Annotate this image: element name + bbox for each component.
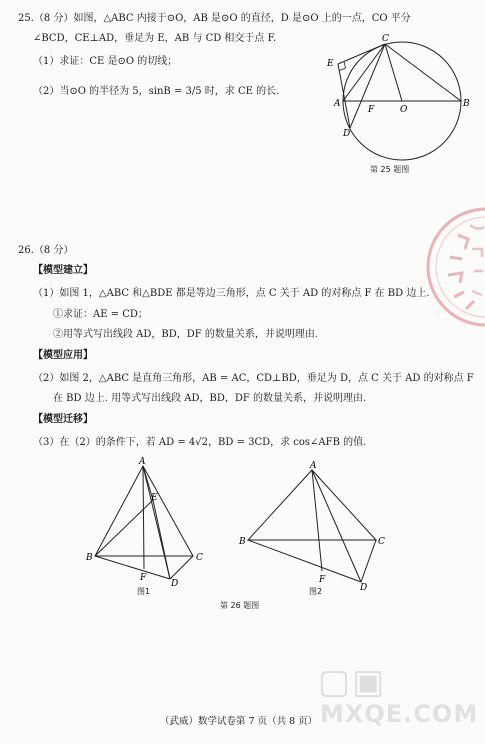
- q26-fig2-caption: 图2: [309, 587, 323, 596]
- q25-part2: （2）当⊙O 的半径为 5，sinB = 3/5 时，求 CE 的长.: [33, 86, 280, 97]
- fig1-label-A: A: [139, 457, 146, 467]
- fig2-label-D: D: [360, 583, 368, 593]
- q25-label-B: B: [463, 99, 470, 109]
- fig2-label-F: F: [319, 575, 326, 585]
- fig2-triangle-ABC: [248, 470, 376, 540]
- fig2-label-B: B: [239, 537, 246, 547]
- q25-seg-ED: [338, 64, 350, 128]
- q25-seg-CO: [385, 44, 402, 101]
- fig1-seg-AF: [143, 466, 144, 569]
- fig1-label-B: B: [86, 553, 93, 563]
- fig2-seg-AF: [312, 470, 322, 571]
- q25-label-C: C: [382, 34, 389, 44]
- watermark-logo-icon: ▢▣: [318, 662, 387, 702]
- fig2-seg-AD: [312, 470, 361, 582]
- fig1-seg-BD: [95, 556, 170, 579]
- q26-p1: （1）如图 1，△ABC 和△BDE 都是等边三角形，点 C 关于 AD 的对称点 F 在 BD 边上.: [33, 288, 430, 299]
- q25-label-F: F: [368, 105, 375, 115]
- q26-figure-caption: 第 26 题图: [220, 601, 260, 610]
- q25-line1: 25.（8 分）如图，△ABC 内接于⊙O，AB 是⊙O 的直径，D 是⊙O 上的一点，CO 平分: [18, 13, 411, 24]
- q26-p1b: ②用等式写出线段 AD，BD，DF 的数量关系，并说明理由.: [53, 329, 319, 340]
- fig1-label-E: E: [151, 493, 158, 503]
- fig1-seg-CD: [170, 556, 193, 579]
- fig2-label-A: A: [310, 461, 317, 471]
- q26-section-transfer: 【模型迁移】: [33, 414, 93, 425]
- q26-p1a: ①求证：AE = CD；: [53, 309, 148, 320]
- q25-part1: （1）求证：CE 是⊙O 的切线；: [33, 56, 178, 67]
- q25-label-O: O: [400, 105, 408, 115]
- fig2-seg-BD: [248, 540, 361, 582]
- q26-p2b: 在 BD 边上. 用等式写出线段 AD，BD，DF 的数量关系，并说明理由.: [53, 393, 367, 404]
- fig1-label-F: F: [140, 573, 147, 583]
- q26-figure1: [85, 458, 210, 588]
- q25-label-E: E: [327, 59, 334, 69]
- fig1-seg-BE: [95, 500, 153, 556]
- q26-p3: （3）在（2）的条件下，若 AD = 4√2，BD = 3CD，求 cos∠AFB 的值.: [33, 437, 367, 448]
- q26-figure2: [238, 462, 383, 592]
- fig1-label-D: D: [171, 579, 179, 589]
- q26-section-apply: 【模型应用】: [33, 350, 93, 361]
- page-footer: （武威）数学试卷第 7 页（共 8 页）: [160, 716, 318, 727]
- q26-header: 26.（8 分）: [18, 245, 74, 256]
- fig1-seg-AD: [143, 466, 170, 579]
- q26-fig1-caption: 图1: [137, 587, 151, 596]
- fig1-label-C: C: [196, 553, 203, 563]
- q25-line2: ∠BCD，CE⊥AD，垂足为 E，AB 与 CD 相交于点 F.: [33, 33, 277, 44]
- watermark-text-icon: MXQE.COM: [320, 700, 479, 728]
- q25-seg-CB: [385, 44, 461, 101]
- fig2-label-C: C: [378, 537, 385, 547]
- q25-figure: [320, 36, 470, 146]
- seal-stamp-icon: [420, 205, 485, 335]
- q25-figure-caption: 第 25 题图: [370, 165, 410, 174]
- q26-p2a: （2）如图 2，△ABC 是直角三角形，AB = AC，CD⊥BD，垂足为 D，点 C 关于 AD 的对称点 F: [33, 373, 474, 384]
- q25-label-A: A: [334, 99, 341, 109]
- q25-label-D: D: [343, 129, 351, 139]
- q26-section-build: 【模型建立】: [33, 265, 93, 276]
- fig2-seg-CD: [361, 540, 376, 582]
